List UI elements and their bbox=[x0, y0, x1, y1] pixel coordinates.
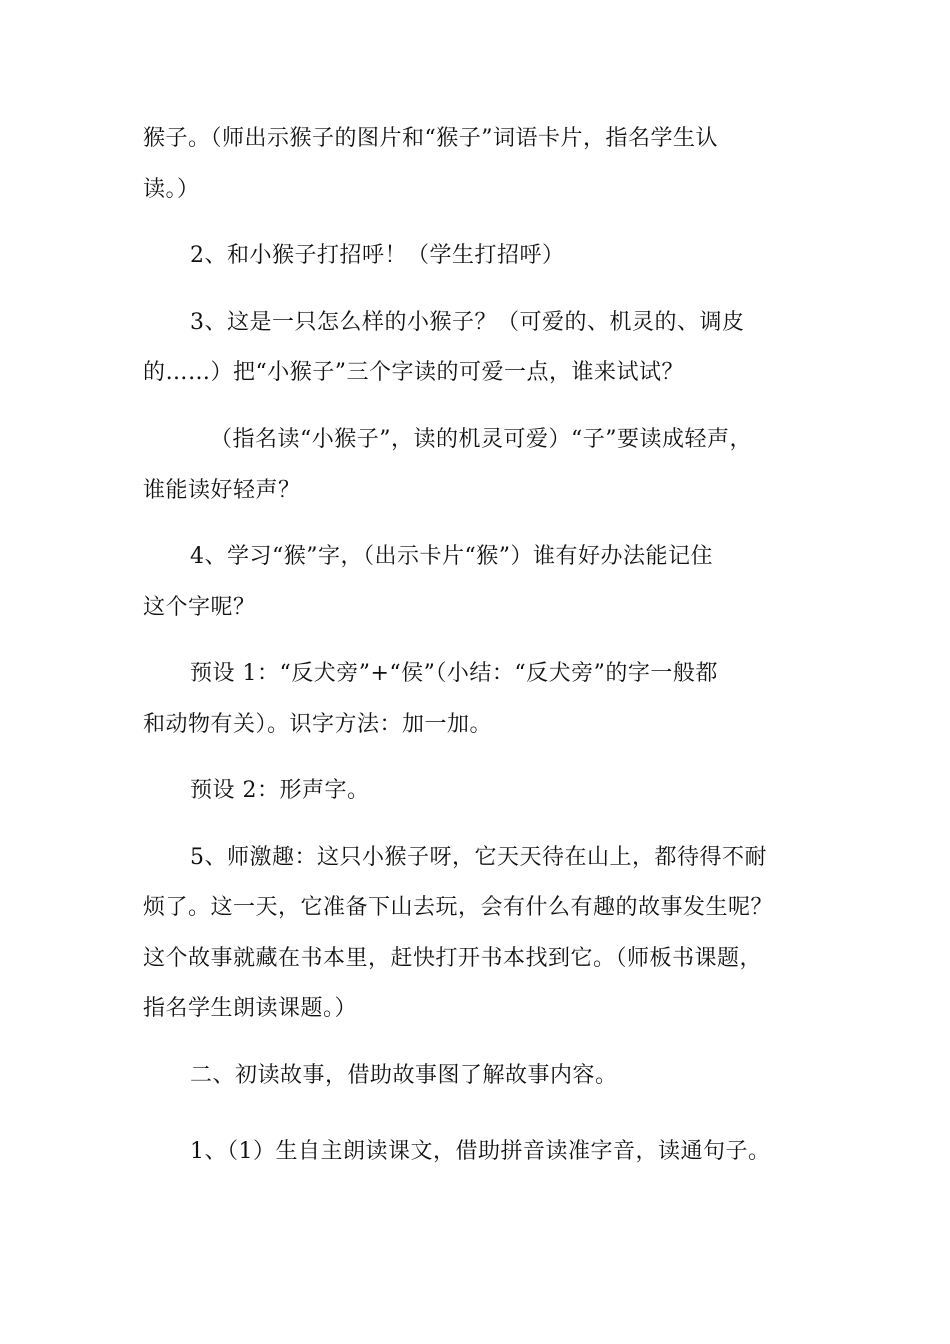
text-line: 这个故事就藏在书本里，赶快打开书本找到它。（师板书课题， bbox=[143, 946, 763, 971]
text-line: 指名学生朗读课题。） bbox=[143, 996, 358, 1021]
text-line: 1、（1）生自主朗读课文，借助拼音读准字音，读通句子。 bbox=[190, 1139, 771, 1164]
text-line: 烦了。这一天，它准备下山去玩，会有什么有趣的故事发生呢？ bbox=[143, 895, 774, 920]
text-line: 预设 2：形声字。 bbox=[190, 778, 370, 803]
text-line: 这个字呢？ bbox=[143, 595, 256, 620]
text-line: 3、这是一只怎么样的小猴子？（可爱的、机灵的、调皮 bbox=[190, 310, 745, 335]
text-line: （指名读“小猴子”，读的机灵可爱）“子”要读成轻声， bbox=[210, 427, 752, 452]
text-line: 谁能读好轻声？ bbox=[143, 478, 301, 503]
text-line: 猴子。（师出示猴子的图片和“猴子”词语卡片，指名学生认 bbox=[143, 126, 718, 151]
text-line: 预设 1：“反犬旁”+“侯”（小结：“反犬旁”的字一般都 bbox=[190, 661, 718, 686]
text-line: 4、学习“猴”字，（出示卡片“猴”）谁有好办法能记住 bbox=[190, 544, 713, 569]
text-line: 二、初读故事，借助故事图了解故事内容。 bbox=[190, 1063, 618, 1088]
text-line: 的……）把“小猴子”三个字读的可爱一点，谁来试试？ bbox=[143, 360, 684, 385]
text-line: 读。） bbox=[143, 177, 200, 202]
text-line: 2、和小猴子打招呼！（学生打招呼） bbox=[190, 243, 565, 268]
text-line: 和动物有关）。识字方法：加一加。 bbox=[143, 712, 493, 737]
text-line: 5、师激趣：这只小猴子呀，它天天待在山上，都待得不耐 bbox=[190, 845, 767, 870]
